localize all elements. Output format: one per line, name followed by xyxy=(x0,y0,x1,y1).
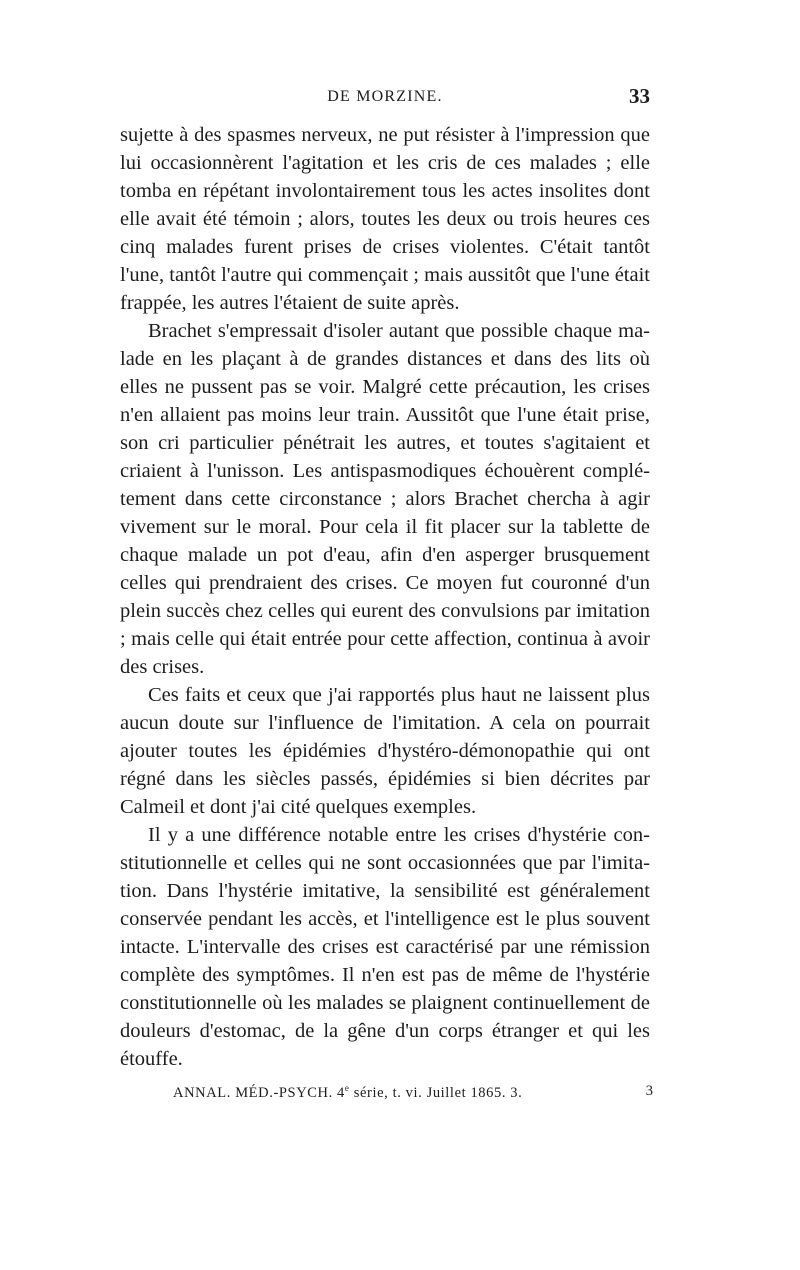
page-number: 33 xyxy=(629,84,650,108)
signature-superscript: e xyxy=(344,1083,350,1093)
paragraph-2: Brachet s'empressait d'isoler autant que possible chaque malade en les plaçant à de grandes distances et dans des lits où elles ne pussent pas se voir. Malgré cette précaution, les crises n'en allaient pas moins leur train. Aussitôt que l'une était prise, son cri particulier pénétrait les autres, et toutes s'agitaient et criaient à l'unisson. Les antispasmodiques échouèrent complétement dans cette circonstance ; alors Brachet chercha à agir vivement sur le moral. Pour cela il fit placer sur la tablette de chaque malade un pot d'eau, afin d'en asperger brusquement celles qui prendraient des crises. Ce moyen fut couronné d'un plein succès chez celles qui eurent des convulsions par imitation ; mais celle qui était entrée pour cette affection, continua à avoir des crises. xyxy=(120,320,650,678)
signature-suffix: série, t. vi. Juillet 1865. 3. xyxy=(349,1084,523,1101)
signature-prefix: ANNAL. MÉD.-PSYCH. 4 xyxy=(173,1084,345,1101)
body-text xyxy=(120,121,650,1073)
running-head: DE MORZINE. xyxy=(327,88,443,105)
paragraph-4: Il y a une différence notable entre les crises d'hystérie constitutionnelle et celles qui ne sont occasionnées que par l'imitation. Dans l'hystérie imitative, la sensibilité est généralement conservée pendant les accès, et l'intelligence est le plus souvent intacte. L'intervalle des crises est caractérisé par une rémission complète des symptômes. Il n'en est pas de même de l'hystérie constitutionnelle où les malades se plaignent continuellement de douleurs d'estomac, de la gêne d'un corps étranger et qui les étouffe. xyxy=(120,824,650,1070)
signature-mark: 3 xyxy=(645,1083,653,1099)
signature-line xyxy=(173,1083,522,1102)
paragraph-1: sujette à des spasmes nerveux, ne put résister à l'impression que lui occasionnèrent l'agitation et les cris de ces malades ; elle tomba en répétant involontairement tous les actes insolites dont elle avait été témoin ; alors, toutes les deux ou trois heures ces cinq malades furent prises de crises violentes. C'était tantôt l'une, tantôt l'autre qui commençait ; mais aussitôt que l'une était frappée, les autres l'étaient de suite après. xyxy=(120,124,650,314)
page-header xyxy=(120,86,650,116)
page-footer xyxy=(173,1083,653,1107)
paragraph-3: Ces faits et ceux que j'ai rapportés plus haut ne laissent plus aucun doute sur l'influence de l'imitation. A cela on pourrait ajouter toutes les épidémies d'hystéro-démonopathie qui ont régné dans les siècles passés, épidémies si bien décrites par Calmeil et dont j'ai cité quelques exemples. xyxy=(120,684,650,818)
